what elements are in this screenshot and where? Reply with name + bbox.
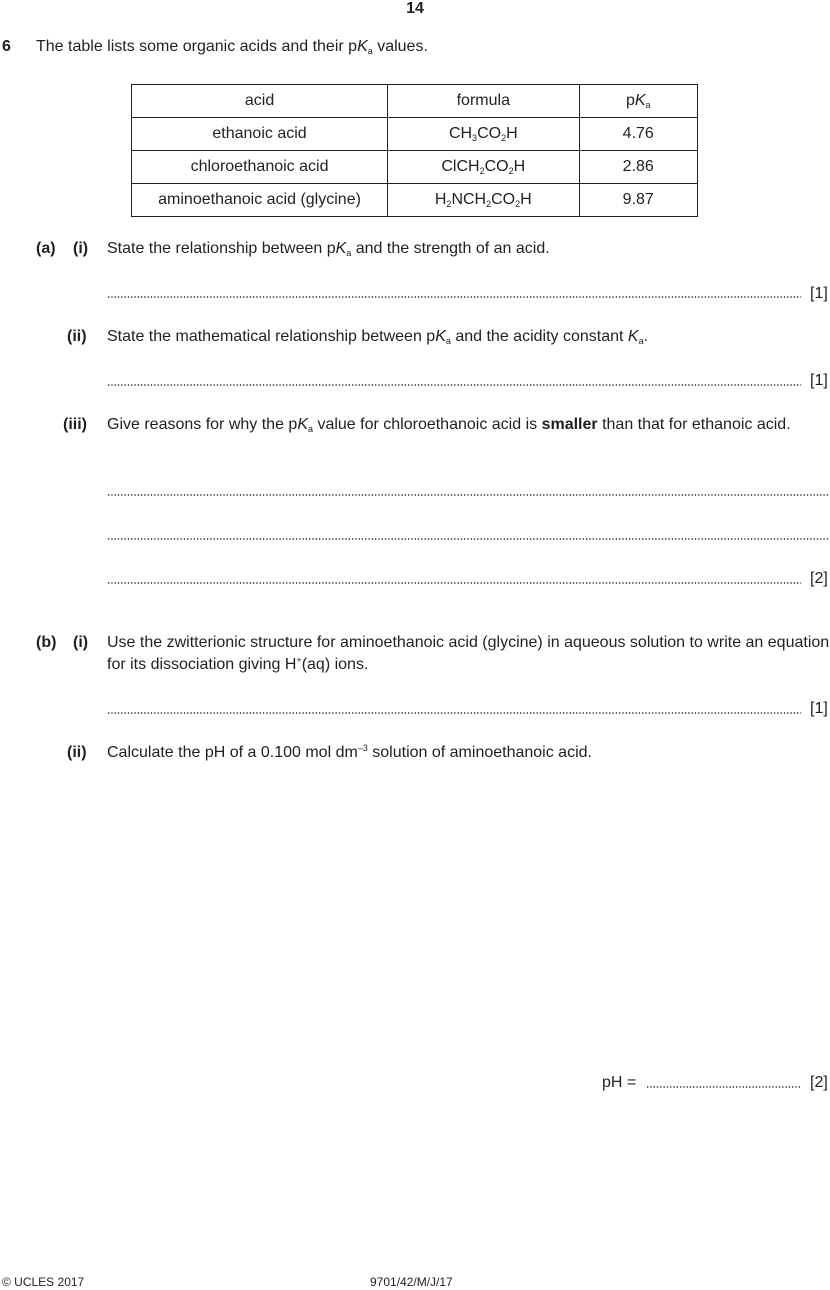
answer-line-a-i[interactable] xyxy=(107,296,801,298)
part-b-i-question: Use the zwitterionic structure for aminoethanoic acid (glycine) in aqueous solution to write an equation for its dissociation giving H+(aq) ions. xyxy=(107,634,830,673)
acid-formula: $H_2NCH_2CO_2H$ xyxy=(388,184,579,217)
ph-answer-label: pH = xyxy=(602,1074,637,1091)
acid-pka: 4.76 xyxy=(579,118,698,151)
acid-formula: $CH_3CO_2H$ xyxy=(388,118,579,151)
table-header-row xyxy=(132,85,698,118)
table-row xyxy=(132,184,698,217)
acid-name: chloroethanoic acid xyxy=(132,151,388,184)
question-number: 6 xyxy=(2,38,11,55)
part-b-i-label: (i) xyxy=(73,634,89,651)
mark-a-i: [1] xyxy=(810,285,828,302)
footer-paper-code: 9701/42/M/J/17 xyxy=(370,1275,453,1289)
page-number: 14 xyxy=(406,0,424,17)
mark-a-iii: [2] xyxy=(810,570,828,587)
acid-pka: 9.87 xyxy=(579,184,698,217)
mark-a-ii: [1] xyxy=(810,372,828,389)
answer-line-a-iii-3[interactable] xyxy=(107,582,801,584)
header-pka: $pK_a$ xyxy=(579,85,698,118)
part-a-label: (a) xyxy=(36,240,56,257)
header-acid: acid xyxy=(132,85,388,118)
part-a-ii-label: (ii) xyxy=(67,328,87,345)
acid-formula: $ClCH_2CO_2H$ xyxy=(388,151,579,184)
footer-copyright: © UCLES 2017 xyxy=(2,1275,85,1289)
answer-line-a-iii-2[interactable] xyxy=(107,538,829,540)
acid-name: ethanoic acid xyxy=(132,118,388,151)
part-a-iii-question: Give reasons for why the $pK_a$ value for chloroethanoic acid is smaller than that for ethanoic acid. xyxy=(107,416,791,434)
mark-b-ii: [2] xyxy=(810,1074,828,1091)
acid-pka: 2.86 xyxy=(579,151,698,184)
part-a-iii-label: (iii) xyxy=(63,416,87,433)
part-b-label: (b) xyxy=(36,634,57,651)
question-intro: The table lists some organic acids and their $pK_a$ values. xyxy=(36,38,428,56)
pka-table xyxy=(131,84,698,217)
table-row xyxy=(132,118,698,151)
ph-answer-line[interactable] xyxy=(646,1086,800,1088)
answer-line-a-ii[interactable] xyxy=(107,384,801,386)
part-a-ii-question: State the mathematical relationship between $pK_a$ and the acidity constant $K_a$. xyxy=(107,328,649,346)
answer-line-b-i[interactable] xyxy=(107,712,801,714)
header-formula: formula xyxy=(388,85,579,118)
table-row xyxy=(132,151,698,184)
part-b-ii-question: Calculate the pH of a 0.100 mol $dm^{-3}$ solution of aminoethanoic acid. xyxy=(107,743,592,761)
acid-name: aminoethanoic acid (glycine) xyxy=(132,184,388,217)
part-a-i-label: (i) xyxy=(73,240,89,257)
part-a-i-question: State the relationship between $pK_a$ and the strength of an acid. xyxy=(107,240,550,258)
mark-b-i: [1] xyxy=(810,700,828,717)
answer-line-a-iii-1[interactable] xyxy=(107,494,829,496)
part-b-ii-label: (ii) xyxy=(67,744,87,761)
